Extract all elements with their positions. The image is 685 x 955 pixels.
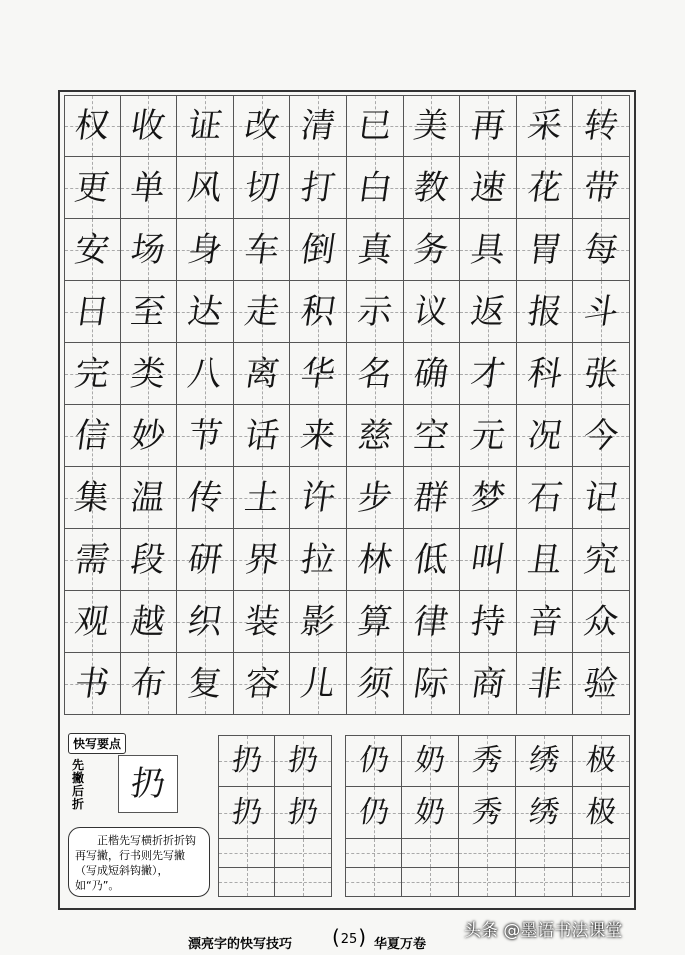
grid-character: 究 [581,539,621,580]
grid-character: 切 [241,167,282,208]
grid-character: 观 [72,601,113,642]
grid-character: 布 [128,663,169,704]
grid-cell [573,281,630,342]
grid-character: 梦 [468,477,508,518]
grid-character: 商 [468,663,508,704]
grid-cell-empty [218,839,275,867]
grid-character: 界 [241,539,282,580]
grid-cell [404,157,461,218]
grid-cell [234,529,291,590]
grid-character: 具 [468,229,508,270]
grid-cell [290,281,347,342]
grid-cell [121,343,178,404]
grid-character: 极 [583,794,619,830]
grid-character: 清 [298,106,338,146]
grid-cell [64,343,121,404]
grid-character: 每 [581,229,621,270]
grid-cell [234,653,291,714]
grid-character: 积 [298,291,338,332]
grid-character: 证 [185,106,225,146]
grid-row [64,591,630,653]
grid-character: 绣 [526,743,562,778]
grid-cell [347,467,404,528]
grid-character: 科 [524,353,565,394]
grid-character: 元 [468,415,508,456]
grid-character: 拉 [298,539,338,580]
grid-character: 装 [241,601,282,642]
grid-character: 仍 [356,794,392,830]
grid-character: 花 [524,167,565,208]
grid-cell [347,157,404,218]
tips-note-text: 正楷先写横折折折钩再写撇，行书则先写撇（写成短斜钩撇），如“乃”。 [75,834,196,892]
grid-character: 已 [354,106,395,146]
grid-character: 更 [72,167,113,208]
grid-cell [573,343,630,404]
grid-cell [64,529,121,590]
grid-row-empty [345,868,630,897]
grid-cell [402,787,459,838]
grid-character: 低 [411,539,452,580]
grid-character: 完 [72,353,113,394]
grid-character: 温 [128,477,169,518]
grid-character: 叫 [468,539,508,580]
grid-character: 秀 [469,794,505,830]
grid-character: 仍 [356,743,392,778]
grid-cell [345,736,402,786]
grid-character: 记 [581,477,621,518]
grid-cell-empty [516,868,573,896]
grid-cell [347,219,404,280]
grid-character: 织 [185,601,225,642]
grid-cell [234,591,291,652]
grid-row [64,343,630,405]
grid-cell [460,281,517,342]
grid-character: 八 [185,353,225,394]
grid-character: 至 [128,291,169,332]
grid-character: 场 [128,229,169,270]
grid-character: 身 [185,229,225,270]
grid-character: 步 [354,477,395,518]
grid-row-empty [345,839,630,868]
grid-cell [121,467,178,528]
grid-cell [64,653,121,714]
grid-cell [460,96,517,156]
grid-character: 验 [581,663,621,704]
grid-row [64,219,630,281]
grid-cell [573,96,630,156]
grid-cell [517,343,574,404]
grid-character: 话 [241,415,282,456]
grid-character: 传 [185,477,225,518]
tips-note [68,827,210,897]
grid-cell [121,653,178,714]
grid-cell [573,787,630,838]
grid-cell [404,343,461,404]
grid-cell [234,281,291,342]
grid-character: 节 [185,415,225,456]
grid-cell-empty [573,868,630,896]
grid-cell [517,467,574,528]
grid-character: 儿 [298,663,338,704]
grid-character: 持 [468,601,508,642]
grid-character: 信 [72,415,113,456]
grid-character: 越 [128,601,169,642]
grid-character: 来 [298,415,338,456]
grid-cell [404,219,461,280]
grid-cell [290,529,347,590]
grid-cell [64,281,121,342]
grid-cell [404,405,461,466]
grid-character: 研 [185,539,225,580]
grid-row [64,95,630,157]
grid-character: 改 [241,106,282,146]
grid-character: 达 [185,291,225,332]
grid-cell [121,96,178,156]
grid-cell [517,157,574,218]
grid-character: 走 [241,291,282,332]
grid-cell [573,653,630,714]
grid-character: 妙 [128,415,169,456]
grid-cell [517,653,574,714]
grid-character: 且 [524,539,565,580]
grid-cell [517,219,574,280]
grid-cell [516,787,573,838]
grid-character: 真 [354,229,395,270]
grid-cell [517,591,574,652]
grid-cell [290,96,347,156]
grid-cell [121,405,178,466]
grid-cell [573,405,630,466]
grid-character: 日 [72,291,113,332]
grid-character: 美 [411,106,452,146]
grid-cell [347,529,404,590]
grid-cell [402,736,459,786]
grid-cell [459,787,516,838]
grid-character: 倒 [298,229,338,270]
grid-character: 绣 [526,794,562,830]
grid-cell [573,219,630,280]
grid-character: 确 [411,353,452,394]
grid-character: 议 [411,291,452,332]
grid-cell [275,787,332,838]
grid-character: 影 [298,601,338,642]
grid-cell [64,96,121,156]
grid-cell [459,736,516,786]
grid-cell [64,219,121,280]
footer-book-title: 漂亮字的快写技巧 [188,937,293,952]
grid-character: 才 [468,353,508,394]
grid-character: 返 [468,291,508,332]
grid-row [345,787,630,839]
grid-character: 再 [468,106,508,146]
grid-character: 车 [241,229,282,270]
grid-character: 扔 [285,794,321,830]
grid-character: 白 [354,167,395,208]
grid-row [64,467,630,529]
grid-character: 斗 [581,291,621,332]
tips-side-label: 先撇后折 [72,758,85,811]
grid-cell [234,96,291,156]
grid-character: 收 [128,106,169,146]
grid-cell [404,467,461,528]
practice-grid-left [218,735,332,897]
grid-character: 扔 [229,794,265,830]
grid-character: 采 [524,106,565,146]
grid-cell [460,405,517,466]
grid-character: 速 [468,167,508,208]
grid-cell [347,96,404,156]
grid-row [345,735,630,787]
grid-cell-empty [345,839,402,867]
grid-cell [64,467,121,528]
grid-character: 音 [524,601,565,642]
grid-character: 石 [524,477,565,518]
tips-example-box [118,755,178,813]
grid-cell [64,157,121,218]
grid-cell-empty [459,839,516,867]
grid-cell [517,405,574,466]
grid-cell [177,281,234,342]
tips-panel [64,733,214,903]
grid-cell [234,343,291,404]
grid-character: 集 [72,477,113,518]
grid-character: 扔 [285,743,321,778]
grid-cell [347,343,404,404]
main-practice-grid [64,95,630,715]
grid-character: 安 [72,229,113,270]
grid-row [64,529,630,591]
grid-cell [573,736,630,786]
grid-cell [404,281,461,342]
grid-cell [121,157,178,218]
grid-character: 教 [411,167,452,208]
grid-character: 报 [524,291,565,332]
grid-cell [347,281,404,342]
grid-row [64,157,630,219]
grid-cell-empty [218,868,275,896]
grid-cell [404,591,461,652]
grid-row [218,787,332,839]
grid-cell [460,343,517,404]
grid-cell [460,467,517,528]
grid-character: 示 [354,291,395,332]
grid-cell [460,157,517,218]
grid-cell [460,653,517,714]
grid-cell [573,591,630,652]
grid-character: 极 [583,743,619,778]
grid-cell [516,736,573,786]
grid-cell [177,529,234,590]
grid-cell [573,157,630,218]
grid-character: 众 [581,601,621,642]
grid-cell [290,653,347,714]
grid-cell [275,736,332,786]
grid-cell [64,591,121,652]
grid-character: 须 [354,663,395,704]
grid-character: 需 [72,539,113,580]
grid-cell [290,467,347,528]
grid-character: 容 [241,663,282,704]
grid-cell [64,405,121,466]
grid-character: 奶 [412,743,448,778]
grid-character: 名 [354,353,395,394]
tips-title: 快写要点 [68,733,126,754]
grid-character: 扔 [229,743,265,778]
grid-character: 今 [581,415,621,456]
grid-cell [404,96,461,156]
grid-cell-empty [275,839,332,867]
footer-publisher: 华夏万卷 [374,937,427,952]
grid-character: 张 [581,353,621,394]
grid-row-empty [218,868,332,897]
grid-cell [121,529,178,590]
grid-cell [517,281,574,342]
grid-cell [121,219,178,280]
grid-character: 单 [128,167,169,208]
grid-cell-empty [573,839,630,867]
grid-cell [177,219,234,280]
grid-character: 许 [298,477,338,518]
grid-cell-empty [516,839,573,867]
grid-cell [347,653,404,714]
grid-character: 段 [128,539,169,580]
grid-cell [347,405,404,466]
grid-cell [234,157,291,218]
grid-cell [121,281,178,342]
grid-character: 华 [298,353,338,394]
grid-cell [460,219,517,280]
practice-grid-right [345,735,630,897]
grid-character: 胃 [524,229,565,270]
grid-cell [121,591,178,652]
grid-character: 务 [411,229,452,270]
grid-row [64,281,630,343]
grid-cell [234,219,291,280]
grid-cell [218,736,275,786]
grid-cell [234,467,291,528]
grid-character: 林 [354,539,395,580]
grid-character: 打 [298,167,338,208]
grid-cell-empty [402,839,459,867]
grid-character: 空 [411,415,452,456]
grid-cell [290,157,347,218]
grid-row [218,735,332,787]
grid-character: 权 [72,106,113,146]
grid-character: 奶 [412,794,448,830]
grid-row [64,653,630,715]
grid-cell [347,591,404,652]
grid-character: 带 [581,167,621,208]
grid-character: 秀 [469,743,505,778]
grid-cell [404,653,461,714]
grid-character: 慈 [354,415,395,456]
grid-cell [460,529,517,590]
footer-page-number: ( 25 ) [334,928,364,950]
grid-cell-empty [275,868,332,896]
grid-character: 算 [354,601,395,642]
grid-cell [290,343,347,404]
grid-cell [177,405,234,466]
grid-cell [177,467,234,528]
grid-character: 复 [185,663,225,704]
grid-cell [345,787,402,838]
grid-character: 离 [241,353,282,394]
grid-character: 转 [581,106,621,146]
grid-cell [517,529,574,590]
grid-cell [218,787,275,838]
grid-cell-empty [402,868,459,896]
grid-cell [290,405,347,466]
grid-cell [460,591,517,652]
grid-cell [573,467,630,528]
grid-character: 际 [411,663,452,704]
grid-row [64,405,630,467]
grid-character: 况 [524,415,565,456]
grid-cell [177,157,234,218]
grid-character: 非 [524,663,565,704]
grid-cell [290,591,347,652]
grid-row-empty [218,839,332,868]
grid-cell [517,96,574,156]
grid-character: 群 [411,477,452,518]
grid-cell [177,343,234,404]
grid-cell [404,529,461,590]
grid-cell [573,529,630,590]
grid-character: 土 [241,477,282,518]
grid-character: 类 [128,353,169,394]
grid-cell [234,405,291,466]
grid-cell-empty [345,868,402,896]
watermark: 头条 @墨语书法课堂 [464,921,623,941]
tips-example-char: 扔 [128,764,168,804]
grid-character: 风 [185,167,225,208]
grid-cell [290,219,347,280]
grid-cell [177,96,234,156]
grid-cell [177,591,234,652]
grid-character: 书 [72,663,113,704]
grid-cell [177,653,234,714]
grid-character: 律 [411,601,452,642]
grid-cell-empty [459,868,516,896]
